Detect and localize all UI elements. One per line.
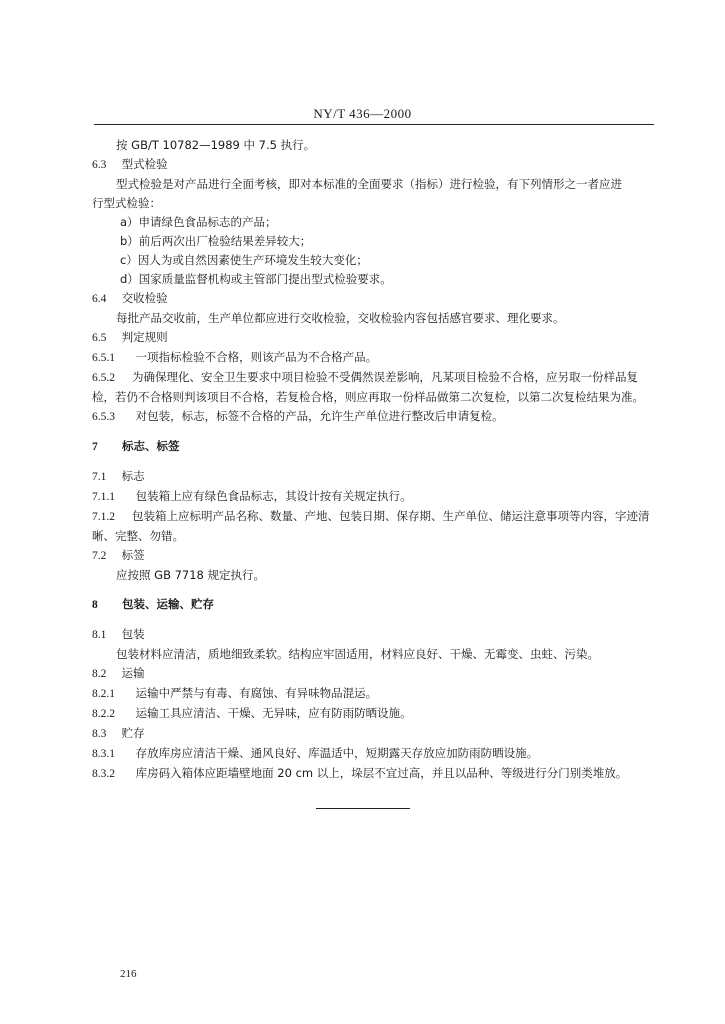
clause-number: 6.5.3 bbox=[92, 411, 115, 423]
chapter-number: 8 bbox=[92, 599, 98, 611]
section-heading bbox=[92, 664, 660, 684]
clause bbox=[92, 744, 660, 764]
section-title: 贮存 bbox=[121, 726, 145, 740]
section-number: 8.1 bbox=[92, 629, 107, 641]
section-heading bbox=[92, 724, 660, 744]
clause bbox=[92, 684, 660, 704]
section-number: 7.1 bbox=[92, 471, 107, 483]
clause-number: 7.1.1 bbox=[92, 491, 115, 503]
paragraph: 行型式检验： bbox=[92, 196, 161, 210]
list-item: a）申请绿色食品标志的产品； bbox=[120, 215, 277, 229]
section-heading bbox=[92, 155, 660, 175]
paragraph: 每批产品交收前，生产单位都应进行交收检验，交收检验内容包括感官要求、理化要求。 bbox=[116, 311, 565, 325]
clause-number: 6.5.2 bbox=[92, 372, 115, 384]
clause-number: 8.3.2 bbox=[92, 768, 115, 780]
section-title: 判定规则 bbox=[121, 330, 168, 344]
page-number: 216 bbox=[120, 968, 137, 980]
clause-text: 对包装，标志，标签不合格的产品，允许生产单位进行整改后申请复检。 bbox=[135, 409, 504, 423]
paragraph: 按 GB/T 10782—1989 中 7.5 执行。 bbox=[116, 138, 316, 152]
clause bbox=[92, 368, 660, 407]
list-item: b）前后两次出厂检验结果差异较大； bbox=[120, 234, 312, 248]
clause-text: 为确保理化、安全卫生要求中项目检验不受偶然误差影响，凡某项目检验不合格，应另取一份样品复检，若仍不合格则判该项目不合格，若复检合格，则应再取一份样品做第二次复检，以第二次复检结果为准。 bbox=[92, 370, 644, 404]
clause-text: 一项指标检验不合格，则该产品为不合格产品。 bbox=[135, 350, 378, 364]
clause bbox=[92, 764, 660, 784]
clause-number: 8.2.2 bbox=[92, 708, 115, 720]
section-number: 6.4 bbox=[92, 293, 107, 305]
standard-code: NY/T 436—2000 bbox=[313, 106, 412, 121]
list-item: d）国家质量监督机构或主管部门提出型式检验要求。 bbox=[120, 272, 392, 286]
clause bbox=[92, 487, 660, 507]
section-heading bbox=[92, 289, 660, 309]
chapter-title: 包装、运输、贮存 bbox=[122, 597, 215, 611]
section-number: 8.2 bbox=[92, 668, 107, 680]
section-title: 交收检验 bbox=[121, 291, 168, 305]
section-number: 7.2 bbox=[92, 550, 107, 562]
clause-number: 6.5.1 bbox=[92, 352, 115, 364]
section-title: 型式检验 bbox=[121, 157, 168, 171]
section-number: 6.3 bbox=[92, 159, 107, 171]
clause-number: 8.3.1 bbox=[92, 748, 115, 760]
section-title: 包装 bbox=[121, 627, 145, 641]
chapter-number: 7 bbox=[92, 441, 98, 453]
chapter-title: 标志、标签 bbox=[122, 439, 180, 453]
chapter-heading bbox=[92, 437, 660, 457]
section-heading bbox=[92, 546, 660, 566]
clause-text: 包装箱上应有绿色食品标志，其设计按有关规定执行。 bbox=[135, 489, 412, 503]
header-rule bbox=[94, 124, 654, 125]
end-rule bbox=[316, 808, 410, 809]
section-heading bbox=[92, 467, 660, 487]
clause-text: 运输工具应清洁、干燥、无异味，应有防雨防晒设施。 bbox=[135, 706, 412, 720]
clause-number: 7.1.2 bbox=[92, 511, 115, 523]
clause bbox=[92, 407, 660, 427]
clause-text: 库房码入箱体应距墙壁地面 20 cm 以上，垛层不宜过高，并且以品种、等级进行分门别类堆放。 bbox=[135, 766, 628, 780]
section-heading bbox=[92, 625, 660, 645]
section-title: 标志 bbox=[121, 469, 145, 483]
document-body bbox=[92, 136, 660, 784]
clause bbox=[92, 704, 660, 724]
clause-text: 包装箱上应标明产品名称、数量、产地、包装日期、保存期、生产单位、储运注意事项等内容，字迹清晰、完整、勿错。 bbox=[92, 509, 650, 543]
section-title: 运输 bbox=[121, 666, 145, 680]
clause-number: 8.2.1 bbox=[92, 688, 115, 700]
chapter-heading bbox=[92, 595, 660, 615]
section-number: 8.3 bbox=[92, 728, 107, 740]
paragraph: 包装材料应清洁，质地细致柔软。结构应牢固适用，材料应良好、干燥、无霉变、虫蛀、污染。 bbox=[116, 647, 599, 661]
paragraph: 型式检验是对产品进行全面考核，即对本标准的全面要求（指标）进行检验，有下列情形之一者应进 bbox=[116, 177, 622, 191]
paragraph: 应按照 GB 7718 规定执行。 bbox=[116, 568, 266, 582]
clause-text: 存放库房应清洁干燥、通风良好、库温适中，短期露天存放应加防雨防晒设施。 bbox=[135, 746, 539, 760]
clause-text: 运输中严禁与有毒、有腐蚀、有异味物品混运。 bbox=[135, 686, 378, 700]
section-number: 6.5 bbox=[92, 332, 107, 344]
clause bbox=[92, 348, 660, 368]
list-item: c）因人为或自然因素使生产环境发生较大变化； bbox=[120, 253, 368, 267]
clause bbox=[92, 507, 660, 546]
section-title: 标签 bbox=[121, 548, 145, 562]
section-heading bbox=[92, 328, 660, 348]
